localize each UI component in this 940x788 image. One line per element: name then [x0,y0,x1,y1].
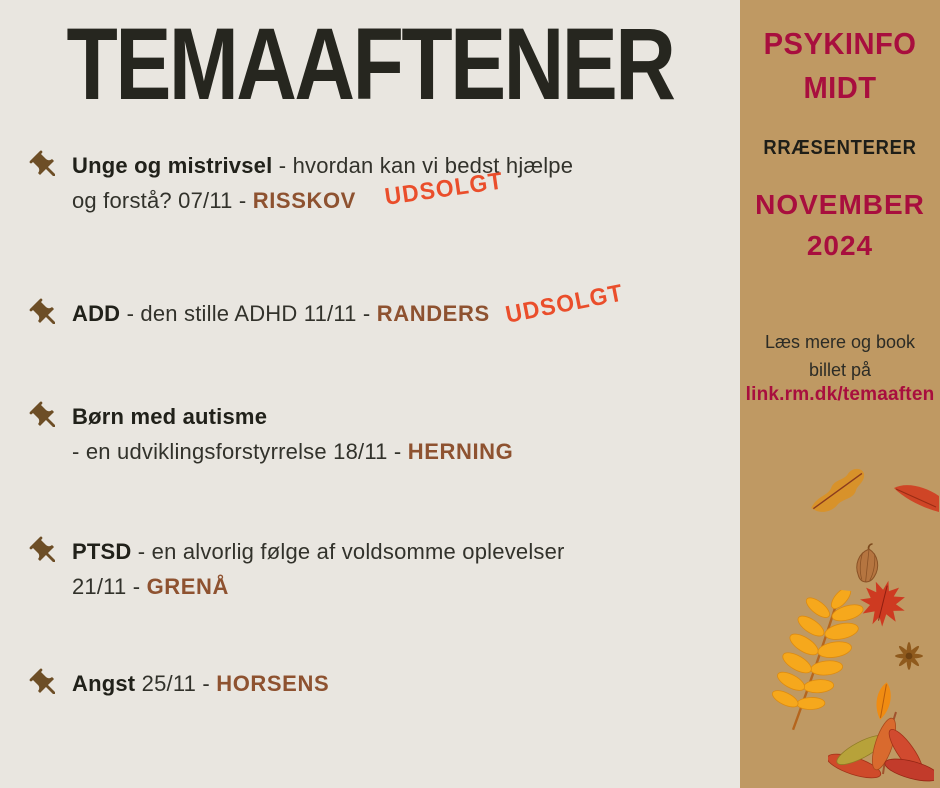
event-title: ADD [72,301,121,326]
event-date: 25/11 - [135,671,217,696]
star-anise-icon [890,640,928,679]
pushpin-icon [28,149,62,183]
event-location: GRENÅ [146,574,230,599]
event-line [72,666,718,701]
event-item-boern-med-autisme [28,399,718,469]
event-text [72,399,718,469]
event-description: - en udviklingsforstyrrelse 18/11 - [72,439,408,464]
event-line [72,534,718,569]
event-item-add [28,279,718,331]
event-location: HORSENS [216,671,330,696]
pushpin-icon [28,535,62,569]
event-item-ptsd [28,534,718,604]
presents-label: RRÆSENTERER [763,137,917,159]
event-date: og forstå? 07/11 - [72,188,253,213]
event-location: HERNING [407,439,514,464]
booking-line2: billet på [808,360,872,380]
month-line1: NOVEMBER [755,189,925,220]
event-title: Børn med autisme [72,404,268,429]
brand-line1: PSYKINFO [763,26,917,61]
month-line2: 2024 [806,230,874,261]
sidebar [740,0,940,788]
oak-leaf-icon [803,462,873,527]
event-title: Angst [72,671,136,696]
event-description: - den stille ADHD 11/11 - [120,301,377,326]
page-title: TEMAAFTENER [66,7,674,122]
event-line [72,569,718,604]
event-location: RISSKOV [252,188,356,213]
event-line [72,399,718,434]
event-description: - en alvorlig følge af voldsomme oplevelser [131,539,565,564]
event-title: PTSD [72,539,132,564]
event-date: 21/11 - [72,574,147,599]
booking-line1: Læs mere og book [764,332,916,352]
booking-text [740,328,940,384]
event-title: Unge og mistrivsel [72,153,273,178]
leaf-fragment-icon [892,480,940,521]
brand-line2: MIDT [803,70,877,105]
event-line [72,434,718,469]
creeper-leaf-icon [828,708,934,788]
event-item-unge-og-mistrivsel [28,148,718,218]
soldout-badge: UDSOLGT [383,167,506,211]
soldout-badge: UDSOLGT [503,279,626,329]
event-location: RANDERS [376,301,490,326]
pushpin-icon [28,400,62,434]
event-text [72,534,718,604]
month-label [740,184,940,266]
pushpin-icon [28,667,62,701]
event-item-angst [28,666,718,701]
pushpin-icon [28,297,62,331]
booking-link[interactable]: link.rm.dk/temaaften [745,384,935,405]
event-line [72,148,718,183]
event-description: - hvordan kan vi bedst hjælpe [272,153,574,178]
event-text [72,666,718,701]
brand-title [746,22,934,110]
